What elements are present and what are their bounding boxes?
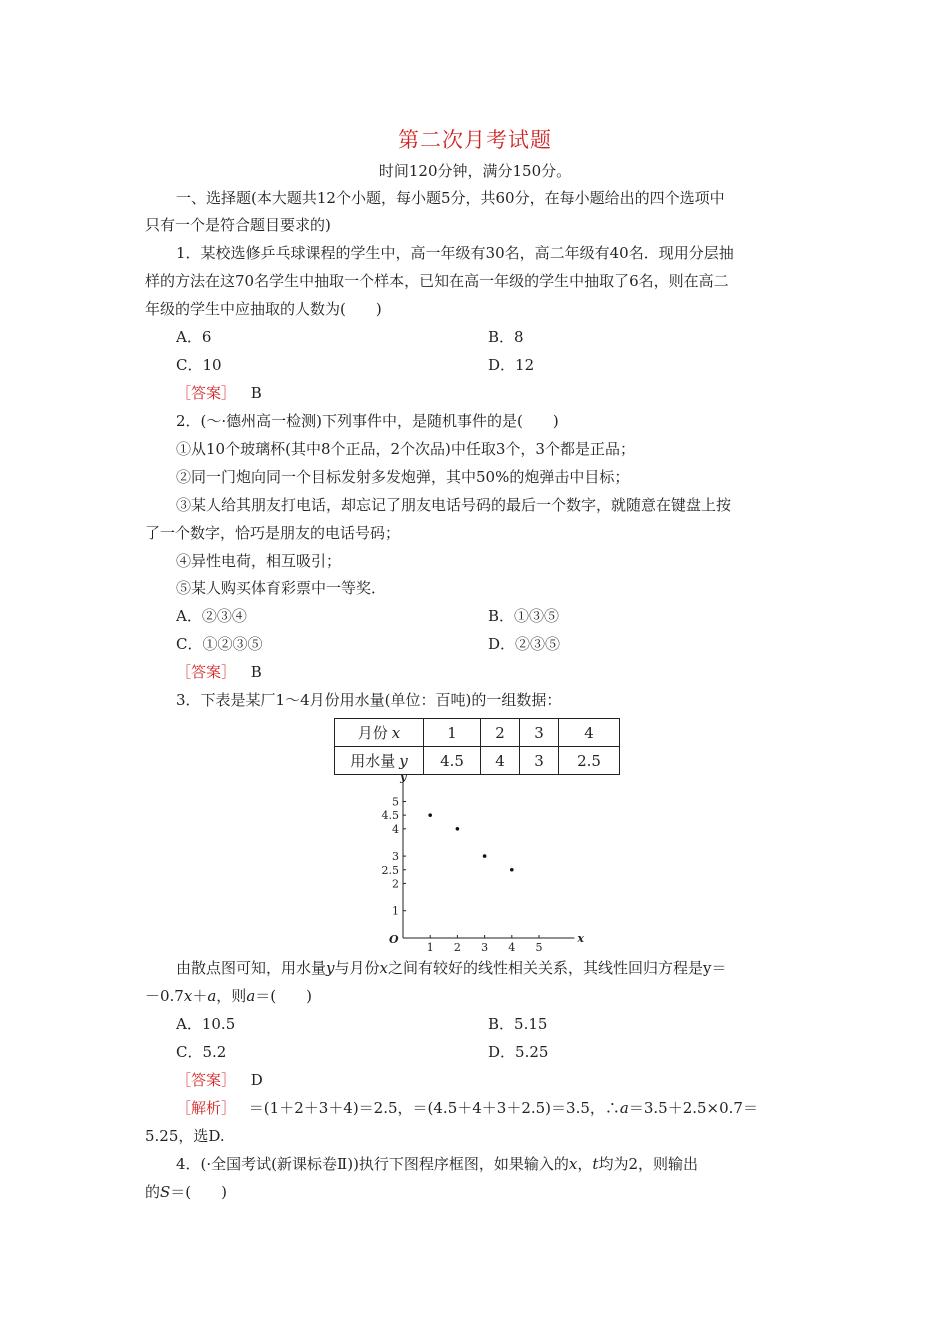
table-cell: 1 <box>424 719 481 747</box>
answer-value: B <box>250 663 262 681</box>
q3-option-a: A．10.5 <box>176 1015 236 1033</box>
q3-option-c: C．5.2 <box>176 1043 227 1061</box>
x-axis-label: x <box>577 932 584 945</box>
exam-time-info: 时间120分钟，满分150分。 <box>378 162 572 180</box>
table-row <box>335 719 620 747</box>
q2-option-d: D．②③⑤ <box>488 635 561 653</box>
q3-answer <box>176 1070 263 1090</box>
answer-label: ［答案］ <box>176 1071 237 1089</box>
q2-option-c: C．①②③⑤ <box>176 635 263 653</box>
y-tick-label: 3 <box>392 850 399 864</box>
answer-label: ［答案］ <box>176 663 237 681</box>
answer-value: B <box>250 384 262 402</box>
q1-stem-line3: 年级的学生中应抽取的人数为( ) <box>145 300 382 318</box>
section-heading-line2: 只有一个是符合题目要求的) <box>145 216 331 234</box>
q1-option-a: A．6 <box>176 328 212 346</box>
q2-item-4: ④异性电荷，相互吸引； <box>176 552 342 570</box>
q1-option-c: C．10 <box>176 356 222 374</box>
y-tick-label: 2 <box>392 877 399 891</box>
table-cell: 4 <box>559 719 620 747</box>
analysis-label: ［解析］ <box>176 1099 237 1117</box>
q2-item-3-line2: 了一个数字，恰巧是朋友的电话号码； <box>145 524 401 542</box>
answer-label: ［答案］ <box>176 384 237 402</box>
origin-label: O <box>389 933 399 946</box>
q1-stem-line1: 1．某校选修乒乓球课程的学生中，高一年级有30名，高二年级有40名．现用分层抽 <box>176 244 734 262</box>
x-tick-label: 5 <box>535 941 543 954</box>
q2-answer <box>176 662 262 682</box>
x-tick-label: 2 <box>453 941 461 954</box>
y-tick-label: 1 <box>392 904 399 918</box>
q1-option-d: D．12 <box>488 356 535 374</box>
q4-stem-line2: 的S＝( ) <box>145 1183 228 1201</box>
x-tick-label: 4 <box>508 941 516 954</box>
table-cell: 4.5 <box>424 747 481 775</box>
y-axis-label: y <box>400 770 407 784</box>
data-point <box>510 868 514 872</box>
q3-analysis-line2: 5.25，选D. <box>145 1127 225 1145</box>
q1-stem-line2: 样的方法在这70名学生中抽取一个样本，已知在高一年级的学生中抽取了6名，则在高二 <box>145 272 729 290</box>
x-tick-label: 1 <box>426 941 434 954</box>
y-tick-label: 4 <box>392 822 399 836</box>
table-header-cell: 用水量 y <box>335 747 424 775</box>
q2-item-2: ②同一门炮向同一个目标发射多发炮弹，其中50%的炮弹击中目标； <box>176 468 630 486</box>
section-heading-line1: 一、选择题(本大题共12个小题，每小题5分，共60分，在每小题给出的四个选项中 <box>176 189 725 207</box>
q3-text-line1: 由散点图可知，用水量y与月份x之间有较好的线性相关关系，其线性回归方程是y＝ <box>176 959 727 977</box>
q3-option-d: D．5.25 <box>488 1043 549 1061</box>
data-point <box>483 854 487 858</box>
data-point <box>428 813 432 817</box>
q2-option-a: A．②③④ <box>176 607 247 625</box>
y-tick-label: 2.5 <box>381 863 399 877</box>
table-cell: 3 <box>520 719 559 747</box>
answer-value: D <box>250 1071 263 1089</box>
q3-stem: 3．下表是某厂1～4月份用水量(单位：百吨)的一组数据： <box>176 691 562 709</box>
y-tick-label: 4.5 <box>381 809 399 823</box>
scatter-plot <box>370 770 610 954</box>
y-tick-label: 5 <box>392 795 399 809</box>
x-tick-label: 3 <box>481 941 489 954</box>
q4-stem-line1: 4．(·全国考试(新课标卷Ⅱ))执行下图程序框图，如果输入的x，t均为2，则输出 <box>176 1155 698 1173</box>
q2-item-3-line1: ③某人给其朋友打电话，却忘记了朋友电话号码的最后一个数字，就随意在键盘上按 <box>176 496 732 514</box>
page-title: 第二次月考试题 <box>398 128 552 152</box>
q3-analysis-line1: ［解析］ ＝(1＋2＋3＋4)＝2.5，＝(4.5＋4＋3＋2.5)＝3.5，∴a＝3.5＋2.5×0.7＝ <box>176 1099 758 1117</box>
q1-answer <box>176 383 262 403</box>
q3-text-line2: －0.7x＋a，则a＝( ) <box>145 987 312 1005</box>
table-cell: 2 <box>481 719 520 747</box>
table-cell: 2.5 <box>559 747 620 775</box>
table-cell: 3 <box>520 747 559 775</box>
q3-option-b: B．5.15 <box>488 1015 548 1033</box>
water-usage-table <box>334 718 620 775</box>
table-cell: 4 <box>481 747 520 775</box>
q1-option-b: B．8 <box>488 328 524 346</box>
table-row <box>335 747 620 775</box>
data-point <box>456 827 460 831</box>
q2-stem: 2．(～·德州高一检测)下列事件中，是随机事件的是( ) <box>176 412 559 430</box>
q2-option-b: B．①③⑤ <box>488 607 560 625</box>
q2-item-1: ①从10个玻璃杯(其中8个正品，2个次品)中任取3个，3个都是正品； <box>176 440 635 458</box>
q2-item-5: ⑤某人购买体育彩票中一等奖． <box>176 579 387 597</box>
table-header-cell: 月份 x <box>335 719 424 747</box>
